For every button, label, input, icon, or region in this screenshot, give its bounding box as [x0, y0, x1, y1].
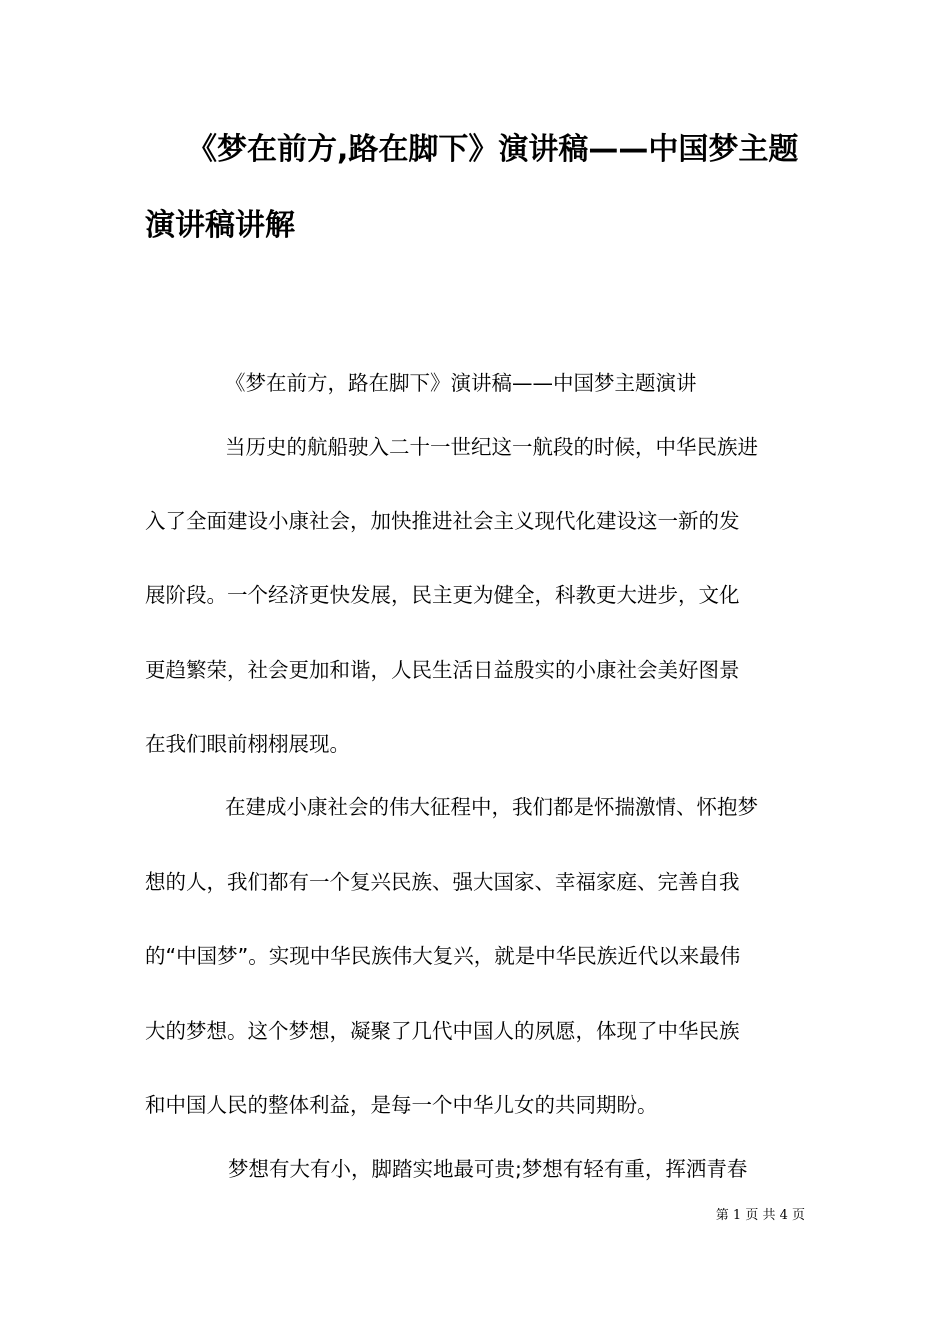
- paragraph-line: 当历史的航船驶入二十一世纪这一航段的时候，中华民族进: [225, 435, 758, 459]
- paragraph-line: 在建成小康社会的伟大征程中，我们都是怀揣激情、怀抱梦: [225, 795, 758, 819]
- subtitle-line: 《梦在前方，路在脚下》演讲稿——中国梦主题演讲: [225, 371, 697, 395]
- paragraph-line: 入了全面建设小康社会，加快推进社会主义现代化建设这一新的发: [145, 509, 740, 533]
- paragraph-line: 更趋繁荣，社会更加和谐，人民生活日益殷实的小康社会美好图景: [145, 658, 740, 682]
- page-number-footer: 第 1 页 共 4 页: [715, 1208, 805, 1223]
- paragraph-line: 的“中国梦”。实现中华民族伟大复兴，就是中华民族近代以来最伟: [145, 944, 741, 968]
- paragraph-line: 在我们眼前栩栩展现。: [145, 732, 350, 756]
- paragraph-line: 想的人，我们都有一个复兴民族、强大国家、幸福家庭、完善自我: [145, 870, 740, 894]
- paragraph-line: 展阶段。一个经济更快发展，民主更为健全，科教更大进步，文化: [145, 583, 740, 607]
- paragraph-line: 和中国人民的整体利益，是每一个中华儿女的共同期盼。: [145, 1093, 658, 1117]
- document-title-line-2: 演讲稿讲解: [145, 208, 295, 243]
- document-title-line-1: 《梦在前方,路在脚下》演讲稿——中国梦主题: [187, 132, 799, 167]
- paragraph-line: 梦想有大有小，脚踏实地最可贵;梦想有轻有重，挥洒青春: [228, 1157, 748, 1181]
- paragraph-line: 大的梦想。这个梦想，凝聚了几代中国人的夙愿，体现了中华民族: [145, 1019, 740, 1043]
